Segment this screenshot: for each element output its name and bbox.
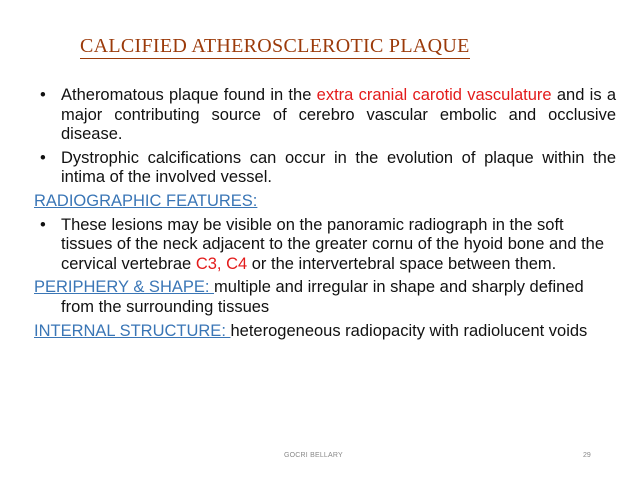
footer-page-number: 29 [583, 452, 591, 459]
periphery-text: multiple and irregular in shape and sharply defined from the surrounding tissues [61, 278, 584, 316]
bullet-icon: • [40, 86, 46, 104]
bullet3-text-part2: or the intervertebral space between them. [247, 254, 557, 273]
internal-heading: INTERNAL STRUCTURE: [34, 321, 231, 340]
radiographic-heading-text: RADIOGRAPHIC FEATURES: [34, 191, 258, 210]
bullet1-highlight: extra cranial carotid vasculature [316, 86, 552, 104]
internal-structure-section [34, 322, 616, 342]
bullet3-highlight: C3, C4 [195, 254, 248, 273]
bullet2-text: Dystrophic calcifications can occur in the evolution of plaque within the intima of the involved vessel. [61, 148, 616, 187]
footer-author: GOCRI BELLARY [284, 452, 343, 459]
bullet-lesion-location [34, 216, 616, 275]
bullet-icon: • [40, 215, 46, 234]
bullet1-text-part1: Atheromatous plaque found in the [61, 86, 317, 104]
bullet-dystrophic-calcifications [34, 149, 616, 188]
internal-text: heterogeneous radiopacity with radiolucent voids [230, 321, 588, 340]
slide-body [34, 86, 616, 345]
radiographic-features-heading [34, 192, 616, 212]
bullet1-text-part2: and is a major contributing source of cerebro vascular embolic and occlusive disease. [61, 86, 617, 144]
bullet3-text-part1: These lesions may be visible on the panoramic radiograph in the soft tissues of the neck adjacent to the greater cornu of the hyoid bone and the cervical vertebrae [61, 215, 605, 273]
bullet-icon: • [40, 148, 46, 167]
periphery-shape-section [34, 278, 616, 317]
bullet-atheromatous-plaque [34, 86, 616, 145]
periphery-heading: PERIPHERY & SHAPE: [34, 278, 215, 297]
slide-title: CALCIFIED ATHEROSCLEROTIC PLAQUE [80, 35, 470, 57]
